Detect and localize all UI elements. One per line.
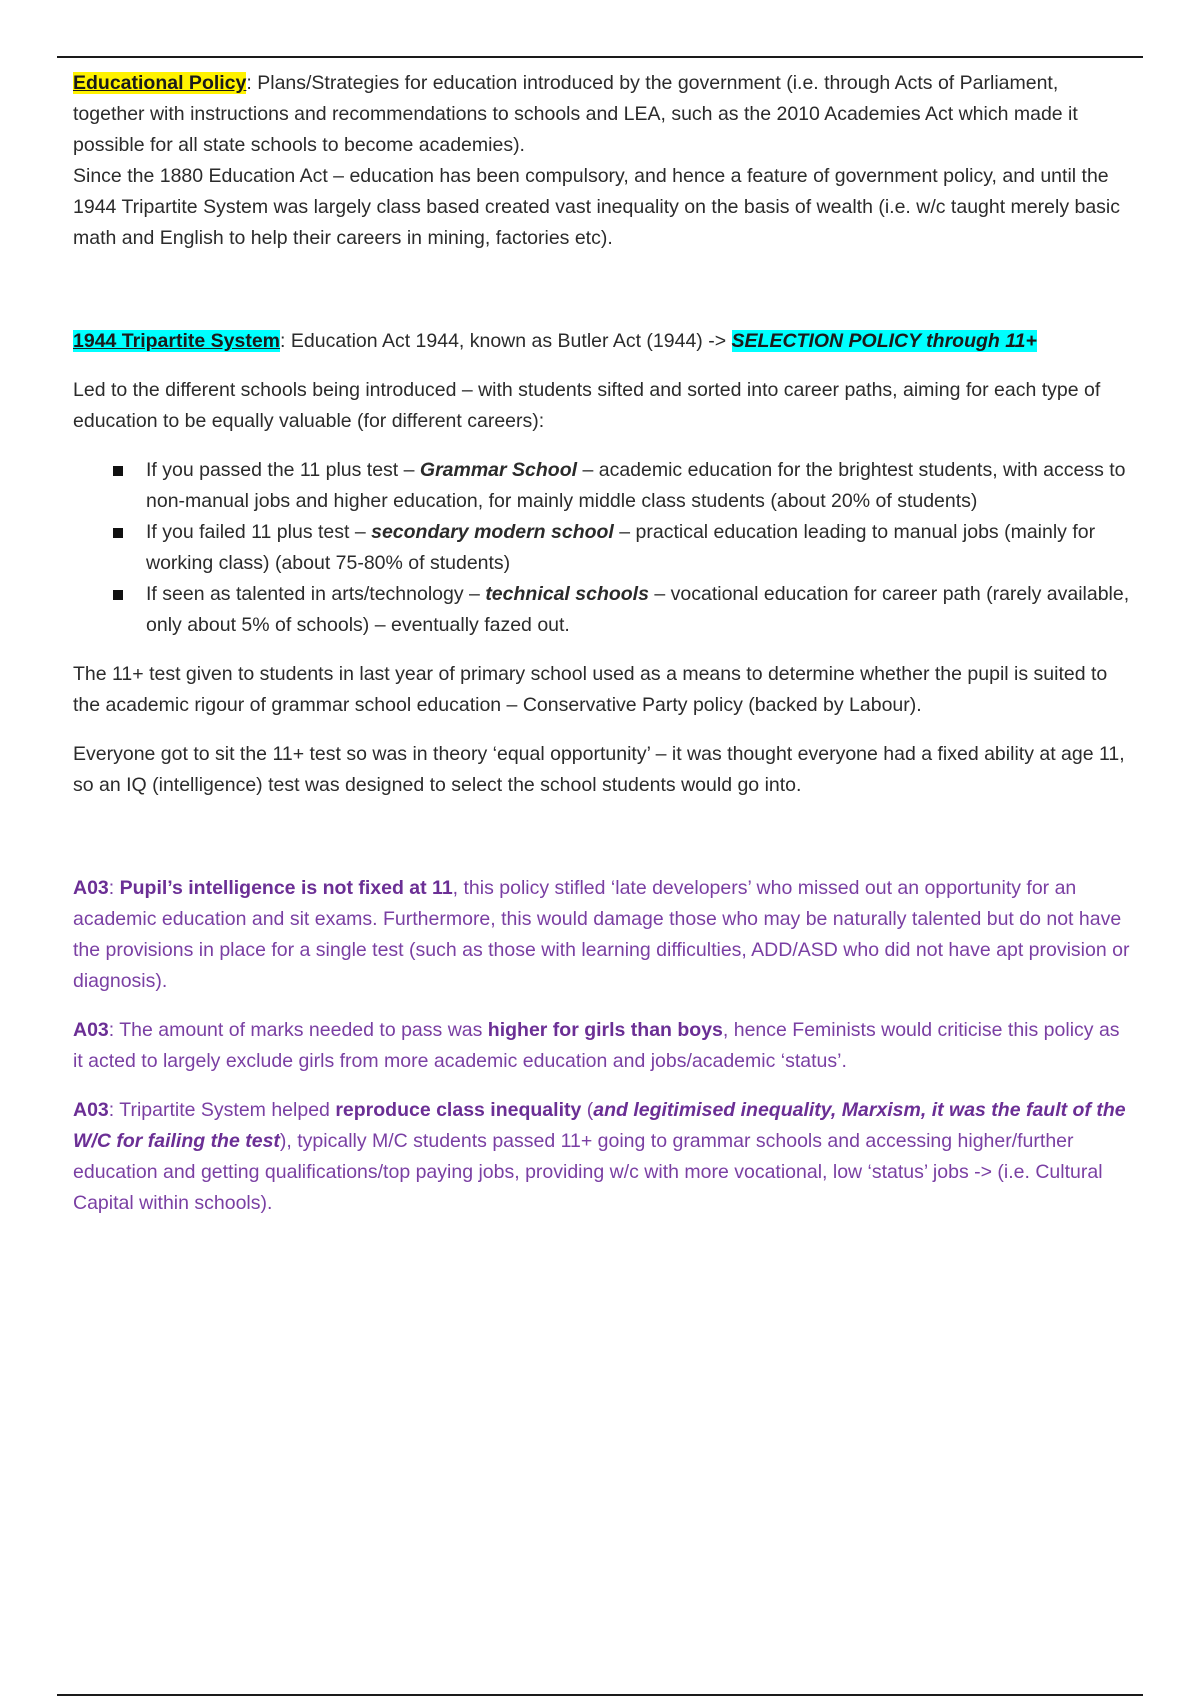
secondary-modern-label: secondary modern school — [371, 521, 614, 543]
square-bullet-icon — [113, 466, 123, 476]
document-body — [73, 68, 1131, 1219]
tripartite-intro: : Education Act 1944, known as Butler Act (1944) -> — [280, 330, 732, 352]
technical-schools-label: technical schools — [485, 583, 649, 605]
bottom-rule — [57, 1694, 1143, 1696]
list-item: If seen as talented in arts/technology – technical schools – vocational education for career path (rarely available, only about 5% of schools) – eventually fazed out. — [73, 579, 1131, 641]
ao3-evaluation-2: A03: The amount of marks needed to pass was higher for girls than boys, hence Feminists would criticise this policy as it acted to largely exclude girls from more academic education and jobs/academic ‘status’. — [73, 1019, 1120, 1072]
educational-policy-term: Educational Policy — [73, 72, 247, 94]
tripartite-term: 1944 Tripartite System — [73, 330, 281, 352]
led-to-paragraph: Led to the different schools being introduced – with students sifted and sorted into career paths, aiming for each type of education to be equally valuable (for different careers): — [73, 379, 1101, 432]
top-rule — [57, 56, 1143, 58]
tripartite-heading-paragraph — [73, 326, 1131, 357]
list-item: If you passed the 11 plus test – Grammar School – academic education for the brightest students, with access to non-manual jobs and higher education, for mainly middle class students (about 20% of students) — [73, 455, 1131, 517]
selection-policy-highlight: SELECTION POLICY through 11+ — [731, 330, 1037, 352]
educational-policy-definition: : Plans/Strategies for education introduced by the government (i.e. through Acts of Parliament, together with instructions and recommendations to schools and LEA, such as the 2010 Academies Act which made it possible for all state schools to become academies). — [73, 72, 1078, 156]
grammar-school-label: Grammar School — [419, 459, 578, 481]
eleven-plus-paragraph: The 11+ test given to students in last year of primary school used as a means to determine whether the pupil is suited to the academic rigour of grammar school education – Conservative Party policy (backed by Labour). — [73, 663, 1108, 716]
square-bullet-icon — [113, 528, 123, 538]
ao3-evaluation-1: A03: Pupil’s intelligence is not fixed at 11, this policy stifled ‘late developers’ who missed out an opportunity for an academic education and sit exams. Furthermore, this would damage those who may be naturally talented but do not have the provisions in place for a single test (such as those with learning difficulties, ADD/ASD who did not have apt provision or diagnosis). — [73, 877, 1130, 992]
list-item: If you failed 11 plus test – secondary modern school – practical education leading to manual jobs (mainly for working class) (about 75-80% of students) — [73, 517, 1131, 579]
educational-policy-paragraph — [73, 68, 1131, 161]
ao3-evaluation-3: A03: Tripartite System helped reproduce class inequality (and legitimised inequality, Marxism, it was the fault of the W/C for failing the test), typically M/C students passed 11+ going to grammar schools and accessing higher/further education and getting qualifications/top paying jobs, providing w/c with more vocational, low ‘status’ jobs -> (i.e. Cultural Capital within schools). — [73, 1099, 1126, 1214]
equal-opportunity-paragraph: Everyone got to sit the 11+ test so was in theory ‘equal opportunity’ – it was thought everyone had a fixed ability at age 11, so an IQ (intelligence) test was designed to select the school students would go into. — [73, 743, 1125, 796]
education-history-paragraph: Since the 1880 Education Act – education has been compulsory, and hence a feature of government policy, and until the 1944 Tripartite System was largely class based created vast inequality on the basis of wealth (i.e. w/c taught merely basic math and English to help their careers in mining, factories etc). — [73, 165, 1121, 249]
school-types-list — [73, 455, 1131, 641]
square-bullet-icon — [113, 590, 123, 600]
